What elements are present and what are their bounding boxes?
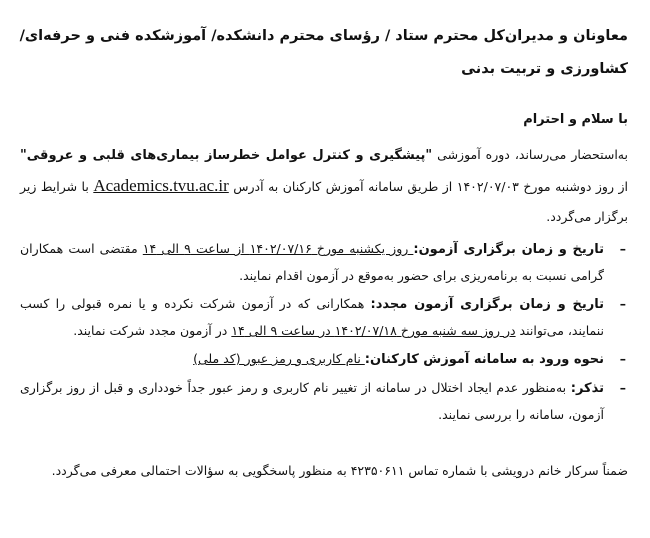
dash-bullet: – <box>619 351 626 366</box>
academics-url-link[interactable]: Academics.tvu.ac.ir <box>93 176 229 195</box>
recipients-heading: معاونان و مدیران‌کل محترم ستاد / رؤسای محترم دانشکده/ آموزشکده فنی و حرفه‌ای/ کشاورزی و تربیت بدنی <box>19 28 628 77</box>
item-label: تذکر: <box>570 381 604 396</box>
item-label: تاریخ و زمان برگزاری آزمون: <box>413 242 604 257</box>
intro-paragraph <box>20 140 628 232</box>
course-title: "پیشگیری و کنترل عوامل خطرساز بیماری‌های قلبی و عروقی" <box>20 148 433 163</box>
item-text: در آزمون مجدد شرکت نمایند. <box>73 323 232 338</box>
dash-bullet: – <box>619 296 626 311</box>
item-label: تاریخ و زمان برگزاری آزمون مجدد: <box>370 297 605 312</box>
conditions-list <box>20 236 628 430</box>
greeting: با سلام و احترام <box>523 112 628 127</box>
item-text: مقتضی است همکاران گرامی نسبت به برنامه‌ریزی برای حضور به‌موقع در آزمون اقدام نمایند. <box>20 241 604 283</box>
list-item-login <box>20 346 628 373</box>
item-text: به‌منظور عدم ایجاد اختلال در سامانه از تغییر نام کاربری و رمز عبور جداً خودداری و قبل از روز برگزاری آزمون، سامانه را بررسی نمایند. <box>20 380 604 422</box>
exam-date-value: روز یکشنبه مورخ ۱۴۰۲/۰۷/۱۶ از ساعت ۹ الی ۱۴ <box>142 241 414 256</box>
dash-bullet: – <box>619 380 626 395</box>
list-item-note <box>20 375 628 428</box>
intro-text-1: به‌استحضار می‌رساند، دوره آموزشی <box>432 147 628 162</box>
list-item-exam-date <box>20 236 628 289</box>
item-text-before: همکارانی که در آزمون شرکت نکرده و یا نمره قبولی را کسب ننمایند، می‌توانند <box>20 296 604 338</box>
retake-date-value: در روز سه شنبه مورخ ۱۴۰۲/۰۷/۱۸ در ساعت ۹ الی ۱۴ <box>231 323 516 338</box>
intro-text-2: از روز دوشنبه مورخ ۱۴۰۲/۰۷/۰۳ از طریق سامانه آموزش کارکنان به آدرس <box>228 179 628 194</box>
dash-bullet: – <box>619 241 626 256</box>
intro-text-3: با شرایط زیر برگزار می‌گردد. <box>20 179 628 224</box>
list-item-retake-date <box>20 291 628 344</box>
login-credentials-value: نام کاربری و رمز عبور (کد ملی) <box>193 351 365 366</box>
item-label: نحوه ورود به سامانه آموزش کارکنان: <box>364 352 604 367</box>
contact-note: ضمناً سرکار خانم درویشی با شماره تماس ۴۲۳۵۰۶۱۱ به منظور پاسخگویی به سؤالات احتمالی معرفی می‌گردد. <box>51 463 628 478</box>
